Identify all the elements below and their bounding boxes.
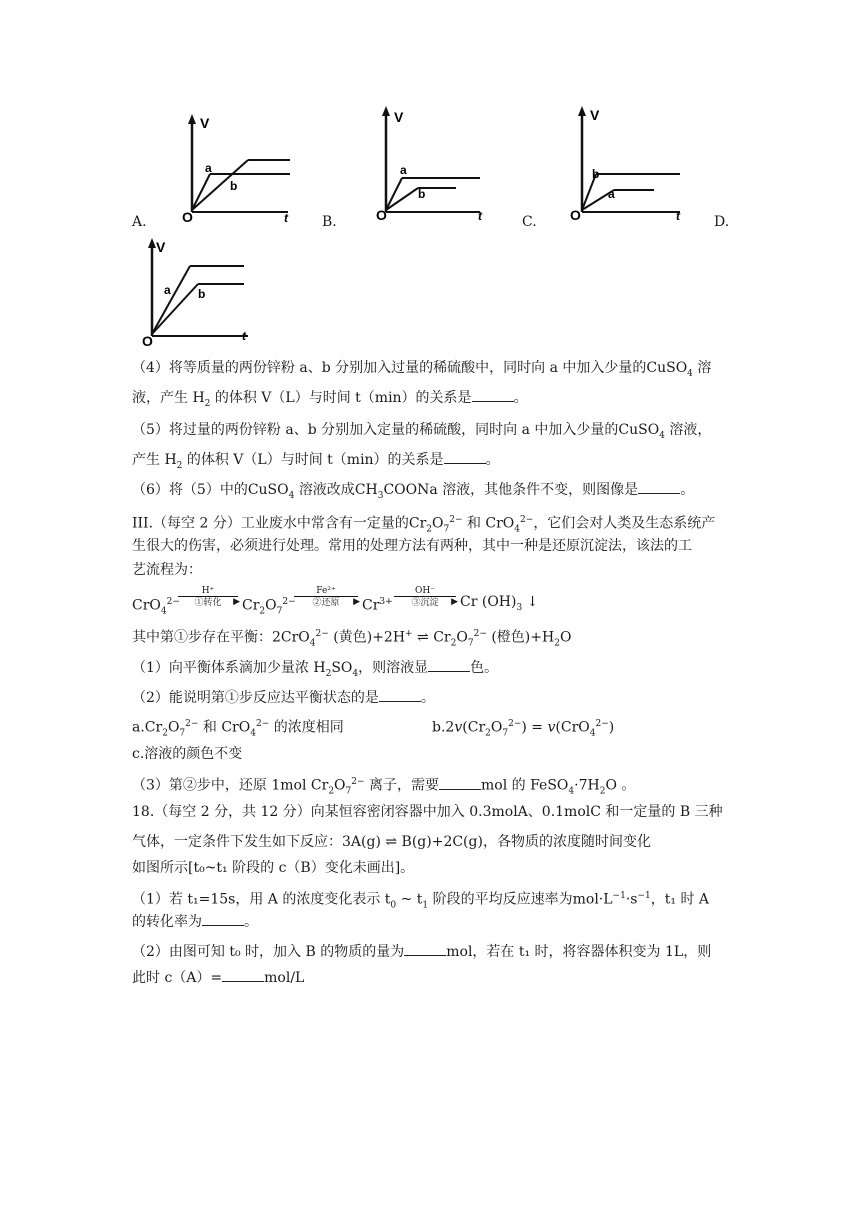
part3-q2-text: （2）能说明第①步反应达平衡状态的是 (132, 690, 379, 706)
graph-c-curve-b-label: b (592, 167, 600, 181)
q5-text: 产生 (132, 452, 160, 468)
cuso4-text: CuSO (618, 422, 660, 438)
flow-cr2o7: $Cr_2O_7^{2-}$ (242, 597, 296, 617)
part3-text: ，它们会对人类及生态系统产 (533, 515, 716, 532)
flow-croh3: Cr $(OH)_3$ ↓ (460, 594, 539, 613)
color-orange: 橙色 (496, 629, 525, 646)
part3-q1-text: （1）向平衡体系滴加少量浓 (132, 660, 309, 676)
part3-q2-end: 。 (420, 690, 435, 706)
opt-a-label: a. (132, 719, 145, 736)
q5-answer-blank[interactable] (444, 451, 486, 464)
part3-opt-a: $a.Cr_2O_7^{2-}$ 和 CrO$_4^{2-}$ 的浓度相同 (132, 719, 344, 739)
flow-cr3: $Cr^{3+}$ (362, 597, 393, 614)
flow-arrow-2-bottom: ②还原 (312, 598, 340, 608)
cuso4-formula: CuSO$_4$ (618, 422, 665, 441)
part3-text: III.（每空 2 分）工业废水中常含有一定量的 (132, 515, 409, 532)
part3-q3-end: 。 (621, 777, 636, 794)
q18-q1-text: 的转化率为 (132, 914, 202, 930)
q6-period: 。 (680, 482, 695, 498)
part3-q3-text: 离子，需要 (369, 777, 439, 794)
part3-q3-text: mol 的 (481, 777, 526, 794)
q6-text: 溶液改成 (298, 482, 355, 498)
graph-d-curve-a-label: a (164, 283, 171, 297)
q4-line2: 液，产生 $H_2$ 的体积 V（L）与时间 t（min）的关系是 。 (132, 390, 528, 409)
graph-a-curve-a-label: a (205, 161, 212, 175)
flow-arrow-2: Fe²⁺ ▶ ②还原 (294, 586, 358, 609)
part3-opt-c: c.溶液的颜色不变 (132, 746, 243, 762)
part3-q1-blank[interactable] (428, 659, 470, 672)
q4-answer-blank[interactable] (472, 389, 514, 402)
graph-b-curve-a-label: a (400, 163, 407, 177)
opt-a-text: 和 (202, 719, 217, 736)
option-c-label: C. (522, 214, 537, 230)
q4-text: 的体积 V（L）与时间 t（min）的关系是 (214, 390, 472, 406)
q18-q1-line2 (132, 912, 258, 932)
option-d-label: D. (714, 214, 730, 230)
q18-q2-blank-2[interactable] (222, 969, 264, 982)
flow-arrow-3-bottom: ③沉淀 (411, 598, 439, 608)
q18-text: ，各物质的浓度随时间变化 (482, 834, 651, 850)
part3-q2-blank[interactable] (379, 689, 421, 702)
q18-q1-line1: （1）若 t₁=15s，用 A 的浓度变化表示 $t_0$ ~ $t_1$ 阶段的平均反应速率为$mol\cdot L^{-1}\cdot s^{-1}$，t₁ 时 A (132, 891, 709, 911)
q5-text: 的体积 V（L）与时间 t（min）的关系是 (186, 452, 444, 468)
q18-q1-text: （1）若 t₁=15s，用 A 的浓度变化表示 (132, 891, 381, 908)
cuso4-formula: CuSO$_4$ (646, 360, 693, 379)
q5-line2: 产生 $H_2$ 的体积 V（L）与时间 t（min）的关系是 。 (132, 452, 500, 471)
q5-line1 (132, 420, 711, 446)
graph-c-t-label: t (676, 209, 680, 222)
part3-q1-end: 色。 (470, 660, 499, 676)
part3-q3-text: （3）第②步中，还原 1mol (132, 777, 307, 794)
q6-text: （6）将（5）中的 (132, 482, 248, 498)
part3-line2: 生很大的伤害，必须进行处理。常用的处理方法有两种，其中一种是还原沉淀法，该法的工 (132, 538, 692, 554)
graph-a-curve-b-label: b (230, 179, 238, 193)
q18-line3: 如图所示[t₀~t₁ 阶段的 c（B）变化未画出]。 (132, 860, 415, 876)
q18-line2: 气体，一定条件下发生如下反应：3A(g) ⇌ B(g)+2C(g)，各物质的浓度随时间变化 (132, 834, 651, 850)
q6-answer-blank[interactable] (638, 481, 680, 494)
opt-a-text: 的浓度相同 (273, 719, 344, 736)
q18-q2-line2 (132, 968, 304, 988)
option-b-label: B. (322, 214, 337, 230)
graph-a (180, 112, 300, 224)
part3-line1: III.（每空 2 分）工业废水中常含有一定量的$Cr_2O_7^{2-}$ 和 CrO$_4^{2-}$，它们会对人类及生态系统产 (132, 515, 716, 535)
q18-q2-blank-1[interactable] (404, 943, 446, 956)
graph-b (372, 104, 492, 222)
q18-line1: 18.（每空 2 分，共 12 分）向某恒容密闭容器中加入 0.3molA、0.1molC 和一定量的 B 三种 (132, 804, 723, 820)
graph-a-v-label: V (200, 115, 210, 131)
cuso4-text: CuSO (646, 360, 688, 376)
equilibrium-line: 其中第①步存在平衡：2CrO$_4^{2-}$ (黄色)+2H+ ⇌ $Cr_2O_7^{2-}$ (橙色)$+H_2O$ (132, 629, 572, 649)
q18-q2-text: （2）由图可知 t₀ 时，加入 B 的物质的量为 (132, 944, 405, 960)
graph-a-t-label: t (284, 211, 288, 224)
graph-c (568, 104, 692, 222)
graph-b-curve-b-label: b (418, 187, 426, 201)
part3-q1: （1）向平衡体系滴加少量浓 $H_2SO_4$，则溶液显 色。 (132, 660, 499, 679)
part3-line3: 艺流程为： (132, 562, 202, 578)
q4-line1 (132, 358, 711, 384)
graph-b-t-label: t (478, 209, 482, 222)
part3-q1-text: ，则溶液显 (358, 660, 429, 676)
part3-text: 和 (466, 515, 481, 532)
q18-q2-text: 此时 c（A）= (132, 970, 223, 986)
q18-q1-end: 。 (244, 914, 258, 930)
graph-a-o-label: O (182, 209, 193, 224)
graph-c-curve-a-label: a (608, 187, 615, 201)
color-yellow: 黄色 (338, 629, 367, 646)
part3-q3-blank[interactable] (439, 777, 481, 790)
graph-d-t-label: t (242, 329, 246, 343)
part3-q3: （3）第②步中，还原 1mol $Cr_2O_7^{2-}$ 离子，需要 mol 的 $FeSO_4\cdot 7H_2O$ 。 (132, 777, 636, 797)
q5-text: （5）将过量的两份锌粉 a、b 分别加入定量的稀硫酸，同时向 a 中加入少量的 (132, 422, 619, 438)
flow-arrow-1-bottom: ①转化 (194, 598, 222, 608)
part3-q2 (132, 688, 435, 708)
flow-arrow-3: OH⁻ ▶ ③沉淀 (394, 586, 456, 609)
flow-arrow-1-top: H⁺ (201, 586, 215, 596)
q6-line: （6）将（5）中的CuSO$_4$ 溶液改成$CH_3COONa$ 溶液，其他条件不变，则图像是 。 (132, 482, 695, 501)
graph-d-curve-b-label: b (198, 287, 206, 301)
q18-q2-line1 (132, 942, 711, 962)
q18-q2-unit: mol/L (264, 970, 305, 986)
graph-b-o-label: O (376, 207, 387, 222)
flow-arrow-3-top: OH⁻ (415, 586, 435, 596)
flow-arrow-2-top: Fe²⁺ (316, 586, 336, 596)
q4-text: 液，产生 (132, 390, 188, 406)
graph-c-v-label: V (590, 107, 600, 123)
option-a-label: A. (132, 214, 147, 230)
opt-b-label: b. (432, 719, 446, 736)
q4-text-end: 溶 (697, 360, 712, 376)
q18-text: 气体，一定条件下发生如下反应： (132, 834, 342, 850)
q18-q1-blank[interactable] (202, 913, 244, 926)
part3-opt-b: $b.2v(Cr_2O_7^{2-}) = v(CrO_4^{2-})$ (432, 719, 615, 739)
graph-c-o-label: O (570, 207, 581, 222)
q18-q1-text: ，t₁ 时 A (650, 891, 709, 908)
flow-cro4: CrO$_4^{2-}$ (132, 597, 180, 617)
q5-text-end: 溶液， (669, 422, 712, 438)
flow-arrow-1: H⁺ ▶ ①转化 (178, 586, 238, 609)
q18-q1-text: 阶段的平均反应速率为 (432, 891, 573, 908)
eq-intro: 其中第①步存在平衡： (132, 629, 272, 646)
graph-b-v-label: V (394, 109, 404, 125)
q4-period: 。 (513, 390, 528, 406)
graph-d-o-label: O (142, 333, 153, 348)
graph-d-v-label: V (156, 239, 166, 255)
q5-period: 。 (485, 452, 500, 468)
graph-d (140, 236, 258, 348)
q18-q2-text: mol，若在 t₁ 时，将容器体积变为 1L，则 (446, 944, 712, 960)
q4-text: （4）将等质量的两份锌粉 a、b 分别加入过量的稀硫酸中，同时向 a 中加入少量的 (132, 360, 647, 376)
q6-text: 溶液，其他条件不变，则图像是 (442, 482, 639, 498)
